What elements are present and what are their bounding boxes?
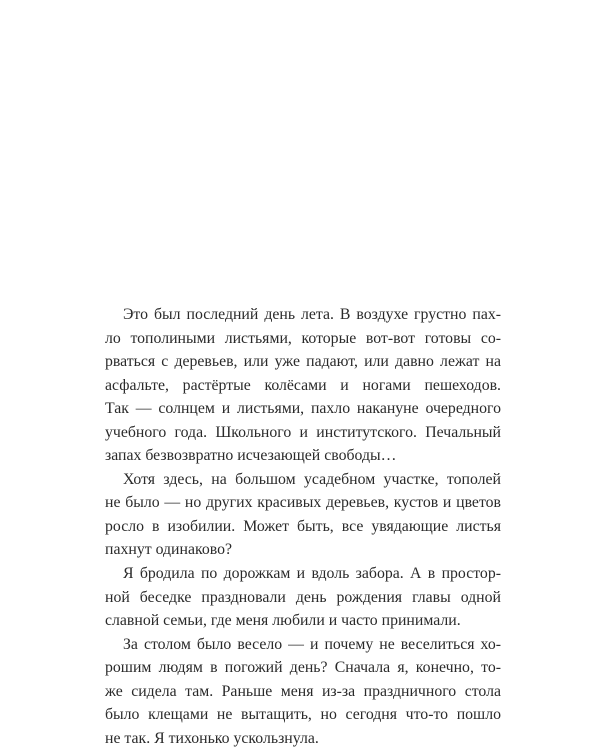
text-line: учебного года. Школьного и институтского. Печальный bbox=[105, 423, 501, 441]
paragraph-1 bbox=[105, 303, 501, 468]
text-line: асфальте, растёртые колёсами и ногами пешеходов. bbox=[105, 376, 501, 394]
text-line: же сидела там. Раньше меня из-за праздничного стола bbox=[105, 682, 501, 700]
text-line: ной беседке праздновали день рождения главы одной bbox=[105, 588, 501, 606]
text-line: Так — солнцем и листьями, пахло накануне очередного bbox=[105, 400, 501, 418]
text-line: не было — но других красивых деревьев, кустов и цветов bbox=[105, 494, 501, 512]
text-line: Хотя здесь, на большом усадебном участке, тополей bbox=[123, 470, 501, 488]
text-line: не так. Я тихонько ускользнула. bbox=[105, 729, 319, 747]
paragraph-3 bbox=[105, 562, 501, 633]
text-line: было клещами не вытащить, но сегодня что-то пошло bbox=[105, 706, 501, 724]
paragraph-2 bbox=[105, 468, 501, 562]
body-text bbox=[105, 303, 501, 750]
text-line: Я бродила по дорожкам и вдоль забора. А в простор- bbox=[123, 565, 501, 583]
paragraph-4 bbox=[105, 633, 501, 750]
text-line: За столом было весело — и почему не веселиться хо- bbox=[123, 635, 501, 653]
text-line: рваться с деревьев, или уже падают, или давно лежат на bbox=[105, 353, 501, 371]
text-line: росло в изобилии. Может быть, все увядающие листья bbox=[105, 517, 501, 535]
text-line: запах безвозвратно исчезающей свободы… bbox=[105, 447, 397, 465]
text-line: рошим людям в погожий день? Сначала я, конечно, то- bbox=[105, 659, 501, 677]
text-line: славной семьи, где меня любили и часто принимали. bbox=[105, 612, 461, 630]
text-line: пахнут одинаково? bbox=[105, 541, 232, 559]
text-line: ло тополиными листьями, которые вот-вот готовы со- bbox=[105, 329, 501, 347]
text-line: Это был последний день лета. В воздухе грустно пах- bbox=[123, 306, 501, 323]
